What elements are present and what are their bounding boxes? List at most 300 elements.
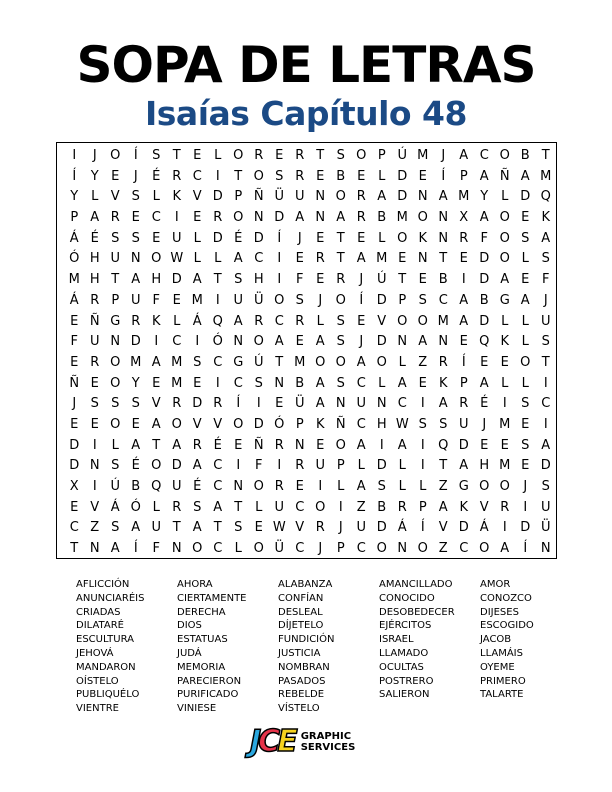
word-list-item: JEHOVÁ: [76, 647, 114, 659]
grid-letter: P: [234, 189, 243, 205]
grid-letter: L: [357, 458, 365, 474]
grid-letter: N: [294, 437, 305, 453]
grid-row: [57, 146, 556, 167]
word-list-item: ESCOGIDO: [480, 620, 534, 632]
grid-letter: O: [110, 416, 121, 432]
grid-letter: S: [336, 375, 345, 391]
grid-letter: L: [111, 437, 119, 453]
grid-letter: D: [212, 230, 223, 246]
grid-letter: D: [376, 292, 387, 308]
grid-letter: F: [70, 334, 78, 350]
grid-letter: Y: [480, 189, 489, 205]
grid-letter: L: [255, 499, 263, 515]
grid-letter: P: [70, 210, 79, 226]
grid-letter: L: [234, 541, 242, 557]
grid-letter: A: [397, 375, 407, 391]
grid-letter: B: [377, 499, 387, 515]
grid-letter: B: [438, 272, 448, 288]
grid-letter: V: [438, 520, 448, 536]
grid-letter: E: [500, 354, 509, 370]
grid-letter: I: [338, 499, 343, 515]
grid-letter: D: [479, 313, 490, 329]
grid-letter: L: [214, 251, 222, 267]
grid-letter: E: [418, 168, 427, 184]
grid-letter: L: [316, 313, 324, 329]
grid-letter: T: [541, 148, 550, 163]
grid-letter: D: [520, 189, 531, 205]
grid-letter: E: [398, 251, 407, 267]
grid-letter: M: [171, 375, 183, 391]
grid-letter: O: [499, 230, 510, 246]
grid-letter: U: [274, 499, 284, 515]
word-list: [76, 578, 556, 716]
grid-letter: N: [417, 189, 428, 205]
grid-letter: A: [192, 458, 202, 474]
grid-letter: J: [523, 479, 528, 494]
grid-letter: I: [277, 458, 282, 474]
grid-letter: A: [541, 230, 551, 246]
word-list-item: OYEME: [480, 661, 515, 673]
word-list-item: ALABANZA: [278, 579, 333, 590]
grid-letter: U: [315, 458, 325, 474]
grid-letter: E: [131, 416, 140, 432]
word-list-item: TALARTE: [480, 689, 524, 701]
grid-letter: E: [275, 148, 284, 163]
grid-letter: O: [499, 479, 510, 494]
grid-letter: P: [336, 458, 345, 474]
grid-letter: M: [499, 416, 511, 432]
grid-letter: V: [151, 396, 161, 412]
grid-letter: A: [315, 396, 325, 412]
grid-letter: R: [438, 354, 448, 370]
word-list-item: PASADOS: [278, 675, 326, 687]
grid-letter: S: [131, 396, 140, 412]
grid-letter: M: [417, 148, 429, 163]
grid-letter: S: [521, 437, 530, 453]
grid-letter: O: [499, 210, 510, 226]
grid-letter: N: [376, 396, 387, 412]
grid-letter: Ú: [397, 148, 407, 163]
logo-letter-e: E: [277, 724, 298, 759]
grid-letter: A: [438, 499, 448, 515]
word-list-item: SALIERON: [379, 689, 430, 701]
word-list-item: MANDARON: [76, 661, 136, 673]
grid-letter: Q: [151, 479, 162, 494]
grid-letter: S: [131, 230, 140, 246]
word-list-item: PRIMERO: [480, 675, 526, 687]
grid-letter: I: [379, 437, 384, 453]
grid-row: [57, 394, 556, 415]
grid-letter: T: [234, 499, 243, 515]
grid-letter: C: [479, 148, 489, 163]
grid-letter: E: [152, 375, 161, 391]
grid-letter: E: [70, 313, 79, 329]
grid-letter: A: [110, 541, 120, 557]
grid-letter: J: [543, 292, 548, 308]
grid-letter: F: [296, 272, 304, 288]
grid-letter: O: [335, 292, 346, 308]
grid-letter: D: [458, 520, 469, 536]
grid-letter: E: [254, 520, 263, 536]
word-search-grid: [56, 142, 557, 559]
grid-letter: A: [479, 375, 489, 391]
grid-letter: I: [277, 251, 282, 267]
grid-letter: L: [214, 148, 222, 163]
word-list-item: ANUNCIARÉIS: [76, 592, 145, 604]
grid-letter: R: [172, 168, 182, 184]
grid-letter: N: [233, 479, 244, 494]
grid-letter: A: [336, 210, 346, 226]
grid-letter: O: [417, 541, 428, 557]
grid-letter: J: [318, 292, 323, 308]
grid-letter: J: [441, 148, 446, 163]
grid-letter: E: [521, 416, 530, 432]
grid-letter: K: [151, 313, 161, 329]
grid-letter: L: [521, 334, 529, 350]
grid-letter: J: [297, 230, 302, 246]
grid-letter: C: [233, 375, 243, 391]
grid-letter: U: [540, 499, 551, 515]
grid-letter: R: [274, 479, 284, 494]
logo-text-line-2: SERVICES: [300, 742, 356, 753]
grid-letter: D: [397, 168, 408, 184]
grid-letter: Ñ: [253, 437, 264, 453]
grid-letter: D: [540, 458, 551, 474]
grid-letter: U: [356, 396, 366, 412]
grid-letter: E: [459, 251, 468, 267]
grid-letter: M: [191, 292, 203, 308]
grid-letter: D: [376, 458, 387, 474]
grid-letter: M: [540, 168, 552, 184]
grid-letter: Ó: [212, 334, 223, 350]
grid-letter: Í: [72, 168, 77, 184]
grid-letter: P: [295, 416, 304, 432]
grid-letter: V: [90, 499, 100, 515]
grid-letter: S: [234, 520, 243, 536]
grid-letter: D: [69, 458, 80, 474]
grid-letter: O: [335, 354, 346, 370]
grid-letter: L: [193, 251, 201, 267]
grid-letter: L: [193, 230, 201, 246]
grid-letter: L: [152, 189, 160, 205]
grid-letter: C: [192, 168, 202, 184]
grid-letter: S: [439, 416, 448, 432]
grid-letter: H: [89, 272, 100, 288]
grid-letter: T: [111, 272, 120, 288]
grid-letter: E: [90, 416, 99, 432]
grid-letter: O: [233, 416, 244, 432]
grid-letter: L: [398, 354, 406, 370]
grid-letter: É: [90, 230, 99, 246]
grid-letter: R: [500, 499, 510, 515]
grid-letter: E: [193, 210, 202, 226]
grid-letter: T: [541, 354, 550, 370]
grid-letter: I: [502, 520, 507, 536]
grid-letter: F: [480, 230, 488, 246]
grid-letter: U: [540, 313, 551, 329]
grid-letter: I: [215, 168, 220, 184]
grid-letter: S: [111, 396, 120, 412]
grid-letter: Ñ: [89, 313, 100, 329]
grid-letter: Ú: [376, 272, 387, 288]
grid-letter: E: [418, 272, 427, 288]
grid-letter: Í: [461, 354, 466, 370]
grid-letter: Á: [479, 520, 489, 536]
grid-letter: N: [89, 541, 100, 557]
grid-letter: O: [499, 148, 510, 163]
grid-letter: E: [152, 230, 161, 246]
grid-letter: O: [315, 499, 326, 515]
grid-letter: I: [420, 458, 425, 474]
grid-letter: S: [418, 416, 427, 432]
grid-letter: N: [274, 375, 285, 391]
grid-letter: N: [89, 458, 100, 474]
grid-letter: A: [459, 292, 469, 308]
grid-letter: S: [541, 251, 550, 267]
word-list-item: DERECHA: [177, 606, 226, 618]
grid-letter: V: [192, 416, 202, 432]
jce-graphic-services-logo: [250, 724, 362, 760]
grid-letter: W: [395, 416, 409, 432]
grid-letter: R: [315, 251, 325, 267]
logo-letter-c: C: [258, 724, 281, 759]
grid-letter: L: [91, 189, 99, 205]
grid-letter: A: [213, 499, 223, 515]
grid-letter: C: [274, 313, 284, 329]
grid-letter: B: [479, 292, 489, 308]
grid-letter: L: [398, 458, 406, 474]
word-list-item: CONFÍAN: [278, 592, 324, 604]
grid-letter: L: [419, 479, 427, 494]
grid-letter: A: [151, 416, 161, 432]
grid-letter: I: [543, 416, 548, 432]
word-list-item: VIENTRE: [76, 703, 119, 715]
word-list-item: CONOCIDO: [379, 592, 435, 604]
grid-letter: E: [521, 272, 530, 288]
word-list-item: JACOB: [480, 634, 512, 646]
grid-letter: R: [213, 396, 223, 412]
grid-letter: O: [233, 148, 244, 163]
grid-row: [57, 167, 556, 188]
grid-letter: D: [130, 334, 141, 350]
grid-letter: C: [356, 541, 366, 557]
grid-letter: S: [111, 520, 120, 536]
grid-letter: A: [356, 479, 366, 494]
grid-letter: T: [336, 230, 345, 246]
grid-letter: E: [316, 272, 325, 288]
grid-letter: P: [459, 375, 468, 391]
logo-letter-j: J: [250, 724, 262, 759]
grid-letter: S: [336, 313, 345, 329]
grid-letter: L: [337, 479, 345, 494]
grid-letter: J: [92, 148, 97, 163]
word-list-item: CIERTAMENTE: [177, 592, 247, 604]
grid-letter: O: [499, 251, 510, 267]
grid-letter: U: [89, 334, 100, 350]
grid-letter: S: [275, 168, 284, 184]
grid-letter: É: [213, 437, 222, 453]
grid-letter: C: [213, 354, 223, 370]
grid-letter: U: [294, 189, 305, 205]
grid-letter: I: [277, 272, 282, 288]
word-list-item: NOMBRAN: [278, 661, 330, 673]
grid-letter: B: [295, 375, 305, 391]
grid-letter: O: [520, 354, 531, 370]
grid-letter: G: [110, 313, 121, 329]
grid-row: [57, 229, 556, 250]
grid-letter: O: [417, 210, 428, 226]
grid-letter: C: [213, 458, 223, 474]
grid-letter: A: [459, 313, 469, 329]
grid-letter: P: [336, 541, 345, 557]
grid-letter: C: [69, 520, 79, 536]
grid-letter: G: [499, 292, 510, 308]
word-list-item: ISRAEL: [379, 634, 414, 646]
grid-letter: J: [359, 334, 364, 350]
grid-letter: B: [131, 479, 141, 494]
word-list-item: POSTRERO: [379, 675, 434, 687]
grid-letter: R: [295, 168, 305, 184]
grid-letter: M: [458, 189, 470, 205]
grid-letter: F: [152, 292, 160, 308]
grid-letter: O: [233, 210, 244, 226]
grid-letter: M: [376, 251, 388, 267]
grid-letter: A: [377, 189, 387, 205]
grid-letter: O: [376, 354, 387, 370]
grid-letter: Í: [441, 168, 446, 184]
word-list-item: LLAMÁIS: [480, 647, 523, 659]
grid-letter: E: [480, 437, 489, 453]
grid-letter: D: [171, 458, 182, 474]
grid-row: [57, 353, 556, 374]
grid-letter: A: [520, 168, 530, 184]
word-list-item: AHORA: [177, 579, 213, 590]
grid-letter: J: [133, 168, 138, 184]
grid-letter: O: [110, 375, 121, 391]
grid-letter: H: [253, 272, 264, 288]
grid-letter: N: [315, 210, 326, 226]
grid-letter: I: [92, 479, 97, 494]
grid-letter: T: [172, 148, 181, 163]
grid-letter: A: [356, 437, 366, 453]
logo-text-line-1: GRAPHIC: [300, 731, 352, 742]
grid-letter: Ó: [130, 499, 141, 515]
grid-letter: S: [521, 230, 530, 246]
grid-letter: S: [131, 189, 140, 205]
grid-letter: É: [193, 479, 202, 494]
grid-letter: E: [90, 375, 99, 391]
grid-letter: U: [130, 292, 141, 308]
grid-letter: E: [131, 210, 140, 226]
grid-letter: S: [193, 354, 202, 370]
grid-letter: Ó: [274, 416, 285, 432]
grid-letter: B: [520, 148, 530, 163]
grid-letter: S: [541, 479, 550, 494]
grid-letter: J: [482, 416, 487, 432]
grid-letter: D: [212, 189, 223, 205]
grid-letter: K: [459, 499, 469, 515]
grid-letter: L: [173, 313, 181, 329]
grid-letter: K: [500, 334, 510, 350]
word-list-item: OCULTAS: [379, 661, 424, 673]
logo-text: [301, 731, 356, 753]
grid-letter: T: [172, 520, 181, 536]
grid-letter: O: [376, 541, 387, 557]
grid-letter: I: [154, 334, 159, 350]
grid-letter: N: [540, 541, 551, 557]
word-list-item: VÍSTELO: [278, 703, 320, 715]
grid-letter: S: [377, 479, 386, 494]
grid-letter: M: [499, 458, 511, 474]
grid-letter: L: [398, 479, 406, 494]
grid-letter: A: [90, 210, 100, 226]
grid-letter: L: [501, 313, 509, 329]
grid-letter: Í: [133, 148, 138, 163]
grid-letter: O: [479, 479, 490, 494]
grid-letter: I: [502, 396, 507, 412]
grid-letter: S: [418, 292, 427, 308]
grid-letter: W: [272, 520, 286, 536]
grid-letter: D: [171, 272, 182, 288]
grid-letter: N: [315, 189, 326, 205]
grid-letter: R: [336, 272, 346, 288]
grid-letter: A: [397, 437, 407, 453]
grid-letter: A: [131, 520, 141, 536]
grid-letter: C: [254, 251, 264, 267]
grid-letter: D: [397, 189, 408, 205]
grid-letter: H: [151, 272, 162, 288]
grid-letter: A: [500, 272, 510, 288]
grid-letter: A: [131, 437, 141, 453]
grid-letter: S: [521, 396, 530, 412]
grid-letter: O: [253, 479, 264, 494]
grid-letter: S: [541, 334, 550, 350]
grid-letter: M: [294, 354, 306, 370]
grid-letter: A: [479, 210, 489, 226]
grid-letter: Á: [192, 313, 202, 329]
grid-letter: T: [70, 541, 79, 557]
grid-letter: O: [253, 334, 264, 350]
grid-letter: Y: [70, 189, 79, 205]
grid-letter: K: [541, 210, 551, 226]
grid-letter: Ü: [253, 292, 264, 308]
grid-letter: Ü: [540, 520, 551, 536]
grid-letter: H: [376, 416, 387, 432]
grid-letter: C: [213, 479, 223, 494]
grid-letter: S: [336, 148, 345, 163]
grid-letter: C: [356, 416, 366, 432]
grid-letter: N: [438, 334, 449, 350]
grid-letter: A: [172, 437, 182, 453]
grid-letter: C: [172, 334, 182, 350]
grid-letter: A: [459, 458, 469, 474]
grid-letter: A: [295, 210, 305, 226]
grid-letter: L: [152, 499, 160, 515]
grid-row: [57, 498, 556, 519]
grid-letter: S: [90, 396, 99, 412]
grid-letter: C: [213, 541, 223, 557]
grid-row: [57, 187, 556, 208]
grid-letter: A: [315, 334, 325, 350]
word-list-item: FUNDICIÓN: [278, 634, 335, 646]
grid-letter: T: [336, 251, 345, 267]
grid-letter: Ü: [274, 189, 284, 205]
grid-letter: Y: [131, 375, 140, 391]
grid-row: [57, 332, 556, 353]
grid-letter: Z: [418, 354, 428, 370]
grid-letter: P: [377, 148, 386, 163]
grid-letter: R: [172, 396, 182, 412]
